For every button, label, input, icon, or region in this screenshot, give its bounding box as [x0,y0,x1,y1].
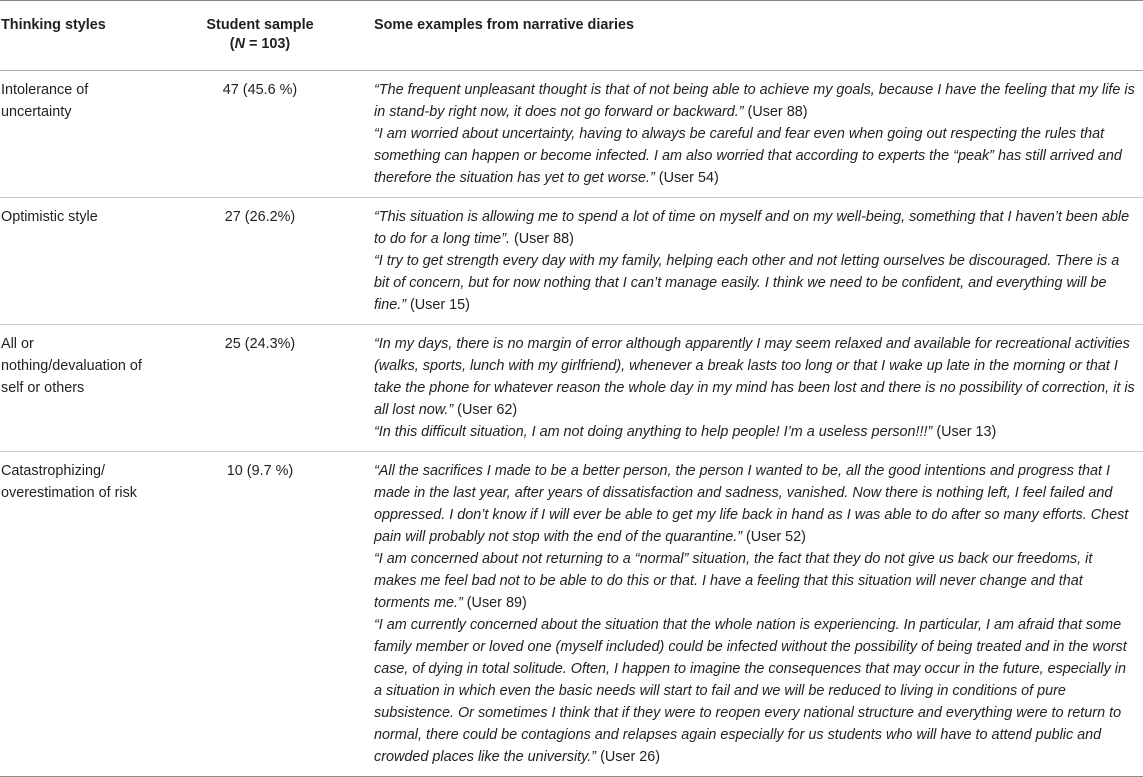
diary-user-id: (User 52) [742,529,806,545]
diary-example [374,548,1137,614]
diary-example [374,206,1137,250]
header-sample-n-open: ( [229,36,235,52]
diary-quote: “In this difficult situation, I am not doing anything to help people! I’m a useless person!!!” [374,424,933,440]
examples-cell [366,452,1143,777]
diary-quote: “I am currently concerned about the situation that the whole nation is experiencing. In particular, I am afraid that some family member or loved one (myself included) could be infected without the possibility of being treated and in the worst case, of dying in total solitude. Often, I happen to imagine the consequences that may occur in the future, especially in a situation in which even the basic needs will start to fail and we will be reduced to living in conditions of pure subsistence. Or sometimes I think that if they were to reopen every national structure and everything were to return to normal, there could be contagions and relapses again especially for us students who will have to attend public and crowded places like the university.” [374,617,1127,765]
diary-example [374,79,1137,123]
diary-quote: “I am concerned about not returning to a “normal” situation, the fact that they do not give us back our freedoms, it makes me feel bad not to be able to do this or that. I have a feeling that this situation will never change and that torments me.” [374,551,1093,611]
thinking-style-cell: Intolerance of uncertainty [0,71,152,198]
diary-example [374,614,1137,768]
header-row [0,1,1143,71]
thinking-style-cell: All or nothing/devaluation of self or others [0,325,152,452]
header-sample-label: Student sample [206,17,314,33]
header-thinking-styles: Thinking styles [0,1,152,71]
diary-user-id: (User 13) [932,424,997,440]
diary-example [374,421,1137,443]
examples-cell [366,198,1143,325]
diary-quote: “The frequent unpleasant thought is that of not being able to achieve my goals, because I have the feeling that my life is in stand-by right now, it does not go forward or backward.” [374,82,1135,120]
student-sample-cell: 25 (24.3%) [152,325,366,452]
diary-user-id: (User 88) [509,231,574,247]
table-row [0,325,1143,452]
student-sample-cell: 10 (9.7 %) [152,452,366,777]
diary-quote: “I try to get strength every day with my family, helping each other and not letting ourselves be discouraged. There is a bit of concern, but for now nothing that I can’t manage easily. I think we need to be confident, and everything will be fine.” [374,253,1120,313]
diary-example [374,333,1137,421]
diary-quote: “I am worried about uncertainty, having to always be careful and fear even when going out respecting the rules that something can happen or become infected. I am also worried that according to experts the “peak” has still arrived and therefore the situation has yet to get worse.” [374,126,1122,186]
thinking-style-cell: Optimistic style [0,198,152,325]
diary-user-id: (User 88) [743,104,808,120]
thinking-style-cell: Catastrophizing/ overestimation of risk [0,452,152,777]
diary-user-id: (User 15) [406,297,470,313]
diary-user-id: (User 89) [462,595,527,611]
examples-cell [366,325,1143,452]
diary-user-id: (User 62) [453,402,518,418]
header-examples: Some examples from narrative diaries [366,1,1143,71]
diary-example [374,250,1137,316]
diary-quote: “In my days, there is no margin of error although apparently I may seem relaxed and available for recreational activities (walks, sports, lunch with my girlfriend), whenever a break lasts too long or that I wake up late in the morning or that I take the phone for whatever reason the whole day in my mind has been lost and there is no possibility of correction, it is all lost now.” [374,336,1135,418]
diary-quote: “All the sacrifices I made to be a better person, the person I wanted to be, all the good intentions and progress that I made in the last year, after years of dissatisfaction and sadness, vanished. Now there is nothing left, I feel failed and oppressed. I don’t know if I will ever be able to get my life back in hand as I was able to do after so many efforts. Chest pain will probably not stop with the end of the quarantine.” [374,463,1129,545]
table-row [0,452,1143,777]
table-row [0,198,1143,325]
student-sample-cell: 47 (45.6 %) [152,71,366,198]
student-sample-cell: 27 (26.2%) [152,198,366,325]
diary-user-id: (User 54) [654,170,719,186]
examples-cell [366,71,1143,198]
table-body [0,71,1143,777]
header-sample-n-value: = 103) [245,36,291,52]
header-student-sample [152,1,366,71]
table-row [0,71,1143,198]
diary-example [374,123,1137,189]
header-sample-n-symbol: N [234,36,245,52]
diary-example [374,460,1137,548]
diary-user-id: (User 26) [596,749,661,765]
diary-quote: “This situation is allowing me to spend a lot of time on myself and on my well-being, something that I haven’t been able to do for a long time”. [374,209,1130,247]
